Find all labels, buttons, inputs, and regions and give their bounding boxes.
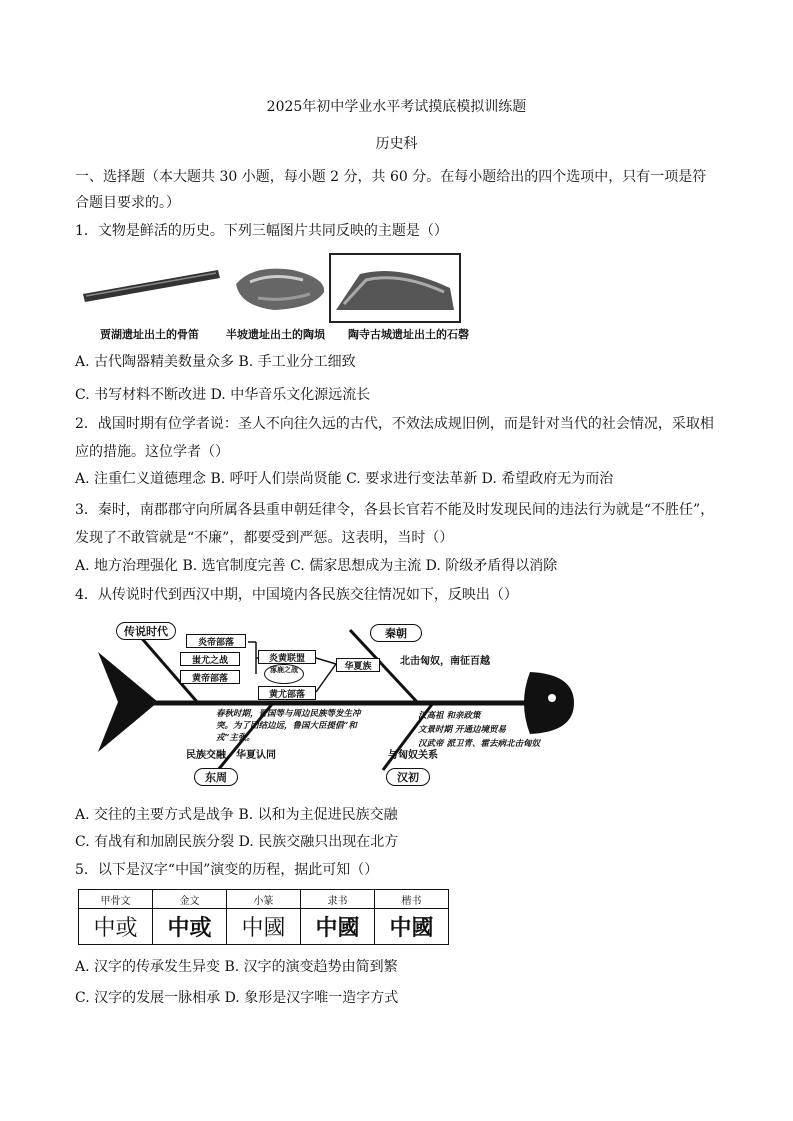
bone-flute-image bbox=[83, 270, 220, 302]
q3-stem-1: 3．秦时，南郡郡守向所属各县重申朝廷律令，各县长官若不能及时发现民间的违法行为就是“不胜任”， bbox=[75, 502, 715, 518]
han-note-2: 文景时期 开通边境贸易 bbox=[418, 725, 506, 735]
tribe-yandi: 炎帝部落 bbox=[186, 634, 246, 648]
battle-chiyou: 蚩尤之战 bbox=[180, 652, 240, 666]
q1-options-cd: C. 书写材料不断改进 D. 中华音乐文化源远流长 bbox=[75, 387, 371, 403]
q1-options-ab: A. 古代陶器精美数量众多 B. 手工业分工细致 bbox=[75, 354, 356, 370]
han-note-1: 汉高祖 和亲政策 bbox=[418, 711, 481, 721]
header-bronze: 金文 bbox=[153, 890, 227, 909]
q4-options-cd: C. 有战有和加剧民族分裂 D. 民族交融只出现在北方 bbox=[75, 834, 399, 850]
era-early-han: 汉初 bbox=[386, 768, 430, 786]
caption-stone-chime: 陶寺古城遗址出土的石磬 bbox=[348, 328, 469, 341]
section-instructions-2: 合题目要求的。） bbox=[75, 195, 180, 211]
tribe-huangyou: 黄尤部落 bbox=[258, 686, 316, 700]
subject-title: 历史科 bbox=[375, 136, 418, 152]
q1-figure bbox=[78, 252, 478, 342]
qin-policy-note: 北击匈奴，南征百越 bbox=[400, 656, 490, 667]
huaxia-ethnic: 华夏族 bbox=[336, 658, 380, 672]
stone-chime-image bbox=[330, 254, 460, 322]
section-instructions-1: 一、选择题（本大题共 30 小题，每小题 2 分，共 60 分。在每小题给出的四个选项中，只有一项是符 bbox=[75, 169, 707, 185]
glyph-oracle: 中或 bbox=[79, 909, 153, 945]
era-legend-times: 传说时代 bbox=[116, 622, 176, 640]
q2-stem-2: 应的措施。这位学者（） bbox=[75, 444, 229, 460]
fishbone-diagram bbox=[78, 612, 578, 792]
q1-stem: 1．文物是鲜活的历史。下列三幅图片共同反映的主题是（） bbox=[75, 223, 448, 239]
caption-pottery-xun: 半坡遗址出土的陶埙 bbox=[226, 328, 325, 341]
header-regular: 楷书 bbox=[375, 890, 449, 909]
han-xiongnu-label: 与匈奴关系 bbox=[388, 750, 438, 761]
eastern-zhou-note: 春秋时期，晋国等与周边民族等发生冲突。为了团结边远，鲁国大臣提倡“和戎”主张。 bbox=[216, 709, 361, 743]
glyph-clerical: 中國 bbox=[301, 909, 375, 945]
caption-bone-flute: 贾湖遗址出土的骨笛 bbox=[100, 328, 199, 341]
q3-stem-2: 发现了不敢管就是“不廉”，都要受到严惩。这表明，当时（） bbox=[75, 530, 454, 546]
battle-zhuolu: 涿鹿之战 bbox=[264, 664, 304, 684]
glyph-regular: 中國 bbox=[375, 909, 449, 945]
glyph-bronze: 中或 bbox=[153, 909, 227, 945]
q5-options-ab: A. 汉字的传承发生异变 B. 汉字的演变趋势由简到繁 bbox=[75, 959, 398, 975]
q4-stem: 4．从传说时代到西汉中期，中国境内各民族交往情况如下，反映出（） bbox=[75, 587, 518, 603]
era-qin: 秦朝 bbox=[370, 624, 422, 642]
header-clerical: 隶书 bbox=[301, 890, 375, 909]
q2-stem-1: 2．战国时期有位学者说：圣人不向往久远的古代，不效法成规旧例，而是针对当代的社会情况，采取相 bbox=[75, 416, 714, 432]
han-note-3: 汉武帝 派卫青、霍去病北击匈奴 bbox=[418, 739, 540, 749]
pottery-xun-image bbox=[236, 269, 324, 310]
yanhuang-alliance: 炎黄联盟 bbox=[258, 650, 316, 664]
script-evolution-table bbox=[78, 889, 449, 945]
tribe-huangdi: 黄帝部落 bbox=[180, 670, 240, 684]
q4-options-ab: A. 交往的主要方式是战争 B. 以和为主促进民族交融 bbox=[75, 807, 398, 823]
header-oracle: 甲骨文 bbox=[79, 890, 153, 909]
exam-title: 2025年初中学业水平考试摸底模拟训练题 bbox=[266, 99, 527, 115]
eastern-zhou-label: 民族交融，华夏认同 bbox=[186, 750, 276, 761]
q5-options-cd: C. 汉字的发展一脉相承 D. 象形是汉字唯一造字方式 bbox=[75, 990, 399, 1006]
header-small-seal: 小篆 bbox=[227, 890, 301, 909]
q5-stem: 5．以下是汉字“中国”演变的历程，据此可知（） bbox=[75, 862, 379, 878]
era-eastern-zhou: 东周 bbox=[194, 768, 238, 786]
q2-options: A. 注重仁义道德理念 B. 呼吁人们崇尚贤能 C. 要求进行变法革新 D. 希望政府无为而治 bbox=[75, 471, 614, 487]
glyph-small-seal: 中國 bbox=[227, 909, 301, 945]
q3-options: A. 地方治理强化 B. 选官制度完善 C. 儒家思想成为主流 D. 阶级矛盾得以消除 bbox=[75, 558, 558, 574]
